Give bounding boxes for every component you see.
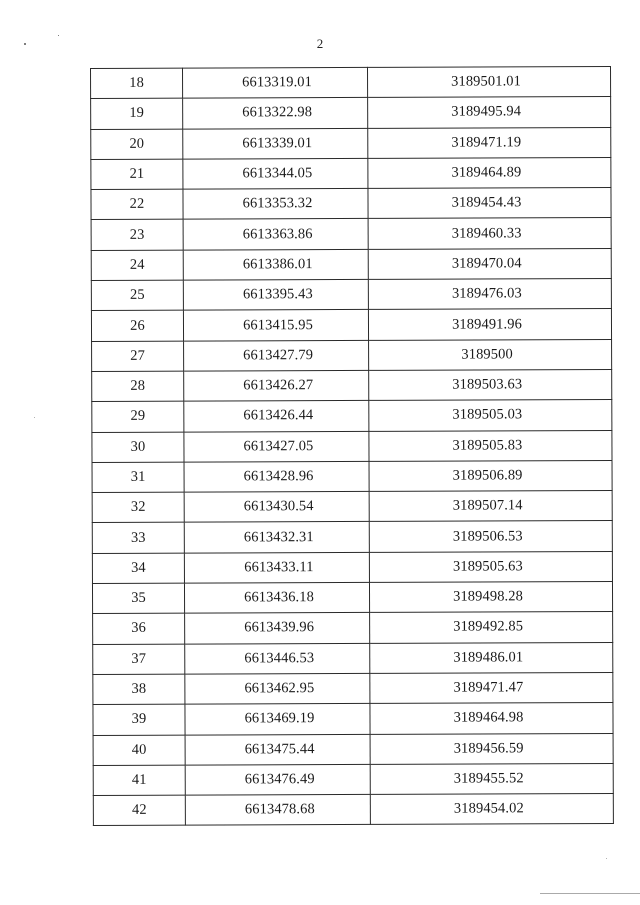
y-coordinate-cell: 3189505.83 [369, 430, 612, 461]
point-number-cell: 31 [92, 462, 184, 493]
x-coordinate-cell: 6613432.31 [184, 522, 369, 553]
y-coordinate-cell: 3189501.01 [367, 67, 610, 98]
y-coordinate-cell: 3189456.59 [370, 733, 613, 764]
x-coordinate-cell: 6613363.86 [183, 219, 368, 250]
table-row [93, 642, 613, 674]
table-row [93, 733, 613, 765]
x-coordinate-cell: 6613469.19 [185, 704, 370, 735]
coordinates-table [90, 66, 614, 826]
x-coordinate-cell: 6613415.95 [183, 310, 368, 341]
y-coordinate-cell: 3189486.01 [370, 642, 613, 673]
x-coordinate-cell: 6613319.01 [183, 67, 368, 98]
table-row [92, 430, 612, 462]
point-number-cell: 18 [91, 68, 183, 99]
coordinates-table-container [90, 66, 614, 826]
x-coordinate-cell: 6613433.11 [184, 552, 369, 583]
y-coordinate-cell: 3189492.85 [370, 612, 613, 643]
x-coordinate-cell: 6613427.79 [184, 340, 369, 371]
point-number-cell: 19 [91, 98, 183, 129]
point-number-cell: 20 [91, 129, 183, 160]
y-coordinate-cell: 3189507.14 [369, 491, 612, 522]
table-row [92, 400, 612, 432]
table-row [91, 218, 611, 250]
x-coordinate-cell: 6613439.96 [185, 613, 370, 644]
table-row [93, 763, 613, 795]
table-row [93, 612, 613, 644]
x-coordinate-cell: 6613339.01 [183, 128, 368, 159]
point-number-cell: 30 [92, 432, 184, 463]
table-row [91, 188, 611, 220]
point-number-cell: 29 [92, 401, 184, 432]
x-coordinate-cell: 6613476.49 [185, 764, 370, 795]
point-number-cell: 38 [93, 674, 185, 705]
point-number-cell: 22 [91, 189, 183, 220]
table-row [92, 491, 612, 523]
point-number-cell: 41 [93, 765, 185, 796]
y-coordinate-cell: 3189506.89 [369, 460, 612, 491]
x-coordinate-cell: 6613353.32 [183, 189, 368, 220]
x-coordinate-cell: 6613426.27 [184, 370, 369, 401]
table-row [92, 369, 612, 401]
x-coordinate-cell: 6613446.53 [185, 643, 370, 674]
y-coordinate-cell: 3189505.63 [369, 551, 612, 582]
x-coordinate-cell: 6613344.05 [183, 158, 368, 189]
table-row [93, 794, 613, 826]
point-number-cell: 21 [91, 159, 183, 190]
table-row [91, 309, 611, 341]
x-coordinate-cell: 6613322.98 [183, 98, 368, 129]
point-number-cell: 40 [93, 735, 185, 766]
y-coordinate-cell: 3189454.43 [368, 188, 611, 219]
table-row [92, 582, 612, 614]
y-coordinate-cell: 3189464.98 [370, 703, 613, 734]
table-row [91, 248, 611, 280]
point-number-cell: 26 [91, 311, 183, 342]
y-coordinate-cell: 3189471.19 [368, 127, 611, 158]
x-coordinate-cell: 6613427.05 [184, 431, 369, 462]
point-number-cell: 32 [92, 492, 184, 523]
table-row [91, 97, 611, 129]
x-coordinate-cell: 6613478.68 [185, 795, 370, 826]
x-coordinate-cell: 6613436.18 [184, 582, 369, 613]
point-number-cell: 42 [93, 795, 185, 826]
y-coordinate-cell: 3189460.33 [368, 218, 611, 249]
table-row [91, 127, 611, 159]
y-coordinate-cell: 3189471.47 [370, 672, 613, 703]
x-coordinate-cell: 6613426.44 [184, 401, 369, 432]
table-row [92, 521, 612, 553]
table-row [91, 157, 611, 189]
y-coordinate-cell: 3189498.28 [369, 582, 612, 613]
point-number-cell: 23 [91, 220, 183, 251]
x-coordinate-cell: 6613430.54 [184, 492, 369, 523]
y-coordinate-cell: 3189455.52 [370, 763, 613, 794]
y-coordinate-cell: 3189476.03 [368, 279, 611, 310]
table-row [92, 460, 612, 492]
y-coordinate-cell: 3189491.96 [368, 309, 611, 340]
point-number-cell: 37 [93, 644, 185, 675]
scan-speck [34, 417, 35, 418]
y-coordinate-cell: 3189495.94 [368, 97, 611, 128]
point-number-cell: 27 [92, 341, 184, 372]
point-number-cell: 34 [92, 553, 184, 584]
table-row [92, 551, 612, 583]
point-number-cell: 28 [92, 371, 184, 402]
y-coordinate-cell: 3189503.63 [369, 369, 612, 400]
y-coordinate-cell: 3189470.04 [368, 248, 611, 279]
y-coordinate-cell: 3189454.02 [370, 794, 613, 825]
table-row [92, 339, 612, 371]
y-coordinate-cell: 3189464.89 [368, 157, 611, 188]
coordinates-table-body [91, 67, 614, 826]
x-coordinate-cell: 6613428.96 [184, 461, 369, 492]
scan-speck [606, 858, 607, 859]
table-row [91, 67, 611, 99]
point-number-cell: 33 [92, 523, 184, 554]
point-number-cell: 39 [93, 704, 185, 735]
x-coordinate-cell: 6613395.43 [183, 280, 368, 311]
point-number-cell: 24 [91, 250, 183, 281]
table-row [93, 672, 613, 704]
point-number-cell: 36 [93, 613, 185, 644]
y-coordinate-cell: 3189500 [369, 339, 612, 370]
y-coordinate-cell: 3189505.03 [369, 400, 612, 431]
point-number-cell: 35 [92, 583, 184, 614]
table-row [93, 703, 613, 735]
scan-edge-mark [540, 893, 640, 894]
table-row [91, 279, 611, 311]
point-number-cell: 25 [91, 280, 183, 311]
x-coordinate-cell: 6613386.01 [183, 249, 368, 280]
y-coordinate-cell: 3189506.53 [369, 521, 612, 552]
x-coordinate-cell: 6613475.44 [185, 734, 370, 765]
page-number: 2 [316, 36, 324, 51]
x-coordinate-cell: 6613462.95 [185, 673, 370, 704]
